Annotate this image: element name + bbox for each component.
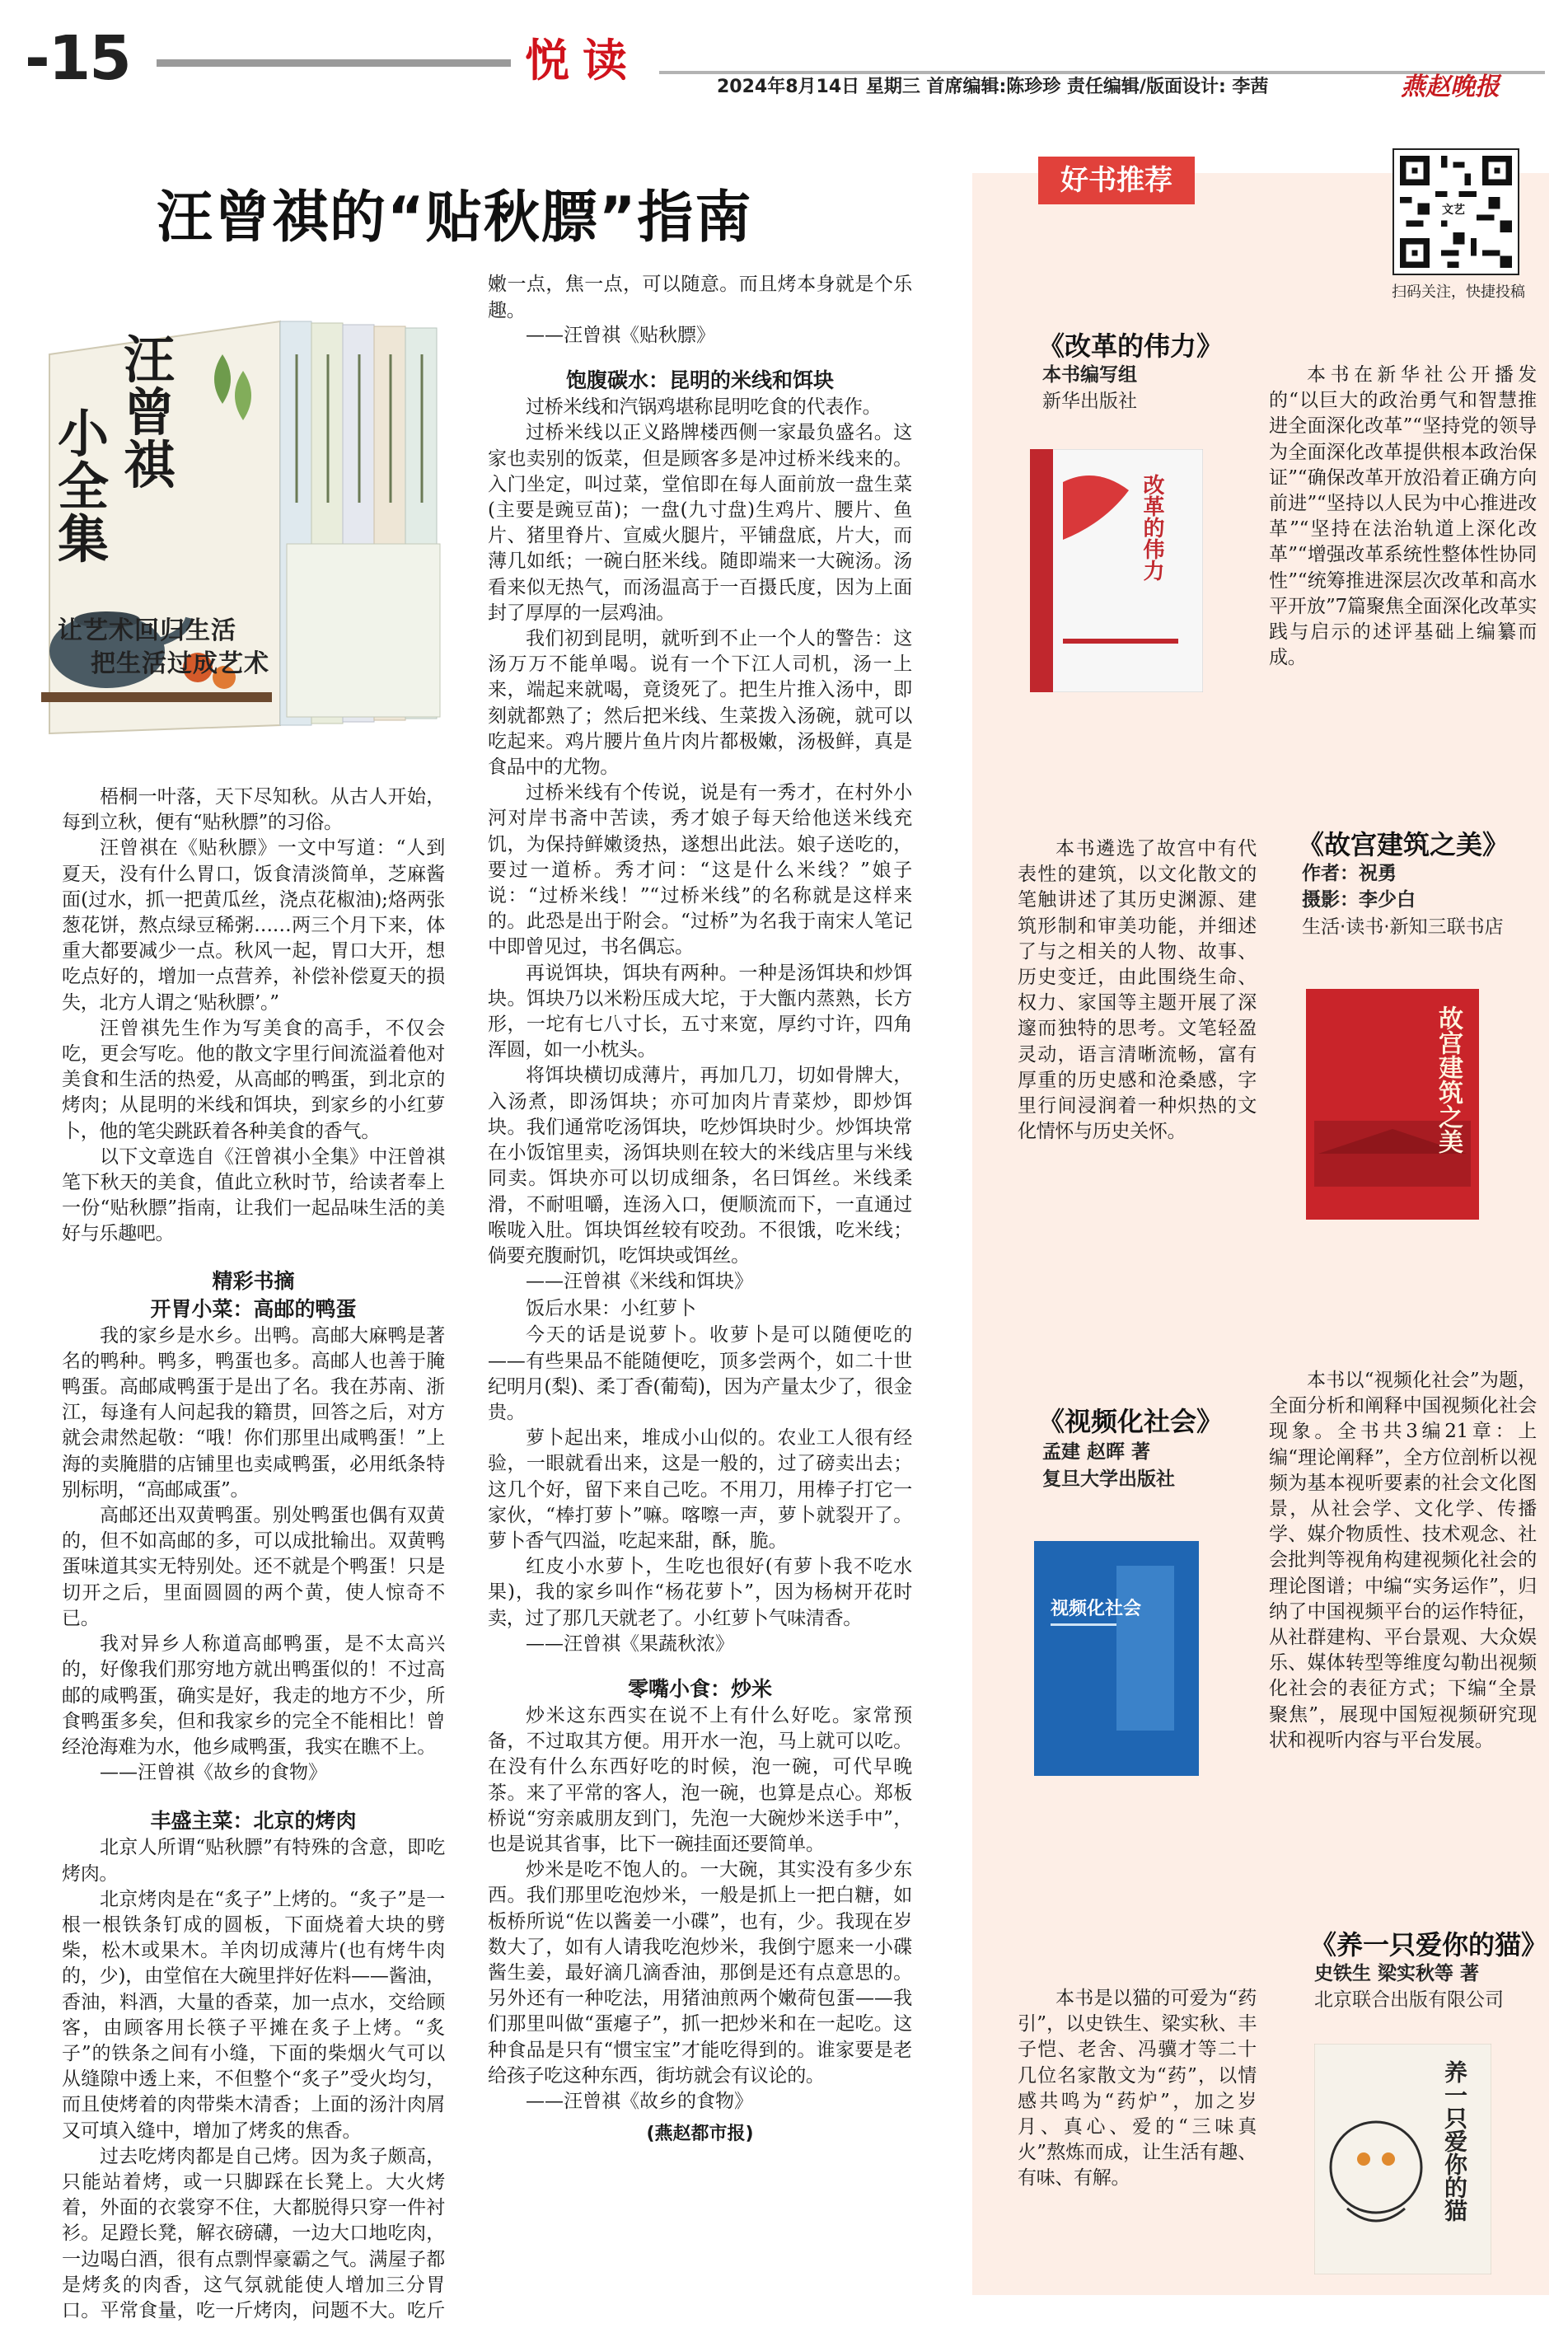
book-cover-title: 故宫建筑之美 xyxy=(1434,1005,1463,1154)
noodle-paragraph: 再说饵块，饵块有两种。一种是汤饵块和炒饵块。饵块乃以米粉压成大坨，于大甑内蒸熟，长方形，一坨有七八寸长，五寸来宽，厚约寸许，四角浑圆，如一小枕头。 xyxy=(488,962,912,1061)
duck-paragraph: 我的家乡是水乡。出鸭。高邮大麻鸭是著名的鸭种。鸭多，鸭蛋也多。高邮人也善于腌鸭蛋。高邮咸鸭蛋于是出了名。我在苏南、浙江，每逢有人问起我的籍贯，回答之后，对方就会肃然起敬：“哦！你们那里出咸鸭蛋！”上海的卖腌腊的店铺里也卖咸鸭蛋，必用纸条特别标明，“高邮咸蛋”。 xyxy=(62,1324,445,1501)
intro-paragraph: 汪曾祺在《贴秋膘》一文中写道：“人到夏天，没有什么胃口，饭食清淡简单，芝麻酱面(过水，抓一把黄瓜丝，浇点花椒油);烙两张葱花饼，熬点绿豆稀粥……两三个月下来，体重大都要减少一点。秋风一起，胃口大开，想吃点好的，增加一点营养，补偿补偿夏天的损失，北方人谓之‘贴秋膘’。” xyxy=(62,837,445,1014)
book-description: 本书遴选了故宫中有代表性的建筑，以文化散文的笔触讲述了其历史渊源、建筑形制和审美功能，并细述了与之相关的人物、故事、历史变迁，由此围绕生命、权力、家国等主题开展了深邃而独特的思考。文笔轻盈灵动，语言清晰流畅，富有厚重的历史感和沧桑感，字里行间浸润着一种炽热的文化情怀与历史关怀。 xyxy=(1018,838,1257,1143)
book-author: 祝勇 xyxy=(1359,863,1397,884)
book-photo-line xyxy=(1302,888,1416,913)
noodle-paragraph: 将饵块横切成薄片，再加几刀，切如骨牌大，入汤煮，即汤饵块；亦可加肉片青菜炒，即炒饵块。我们通常吃汤饵块，吃炒饵块时少。炒饵块常在小饭馆里卖，汤饵块则在较大的米线店里与米线同卖。饵块亦可以切成细条，名曰饵丝。米线柔滑，不耐咀嚼，连汤入口，便顺流而下，一直通过喉咙入肚。饵块饵丝较有咬劲。不很饿，吃米线；倘要充腹耐饥，吃饵块或饵丝。 xyxy=(488,1065,912,1267)
header-rule-left xyxy=(157,59,511,67)
noodle-citation: ——汪曾祺《米线和饵块》 xyxy=(526,1271,753,1293)
radish-paragraph: 今天的话是说萝卜。收萝卜是可以随便吃的——有些果品不能随便吃，顶多尝两个，如二十世纪明月(梨)、柔丁香(葡萄)，因为产量太少了，很金贵。 xyxy=(488,1324,912,1423)
excerpt-heading: 精彩书摘 xyxy=(212,1268,295,1293)
cover-slogan-2: 把生活过成艺术 xyxy=(91,649,269,678)
book-cover-title: 改革的伟力 xyxy=(1140,474,1164,581)
qr-caption: 扫码关注，快捷投稿 xyxy=(1392,283,1525,301)
book-publisher: 新华出版社 xyxy=(1042,391,1137,412)
book-cover-3 xyxy=(1034,1541,1199,1776)
rice-paragraph: 炒米是吃不饱人的。一大碗，其实没有多少东西。我们那里吃泡炒米，一般是抓上一把白糖，如板桥所说“佐以酱姜一小碟”，也有，少。我现在岁数大了，如有人请我吃泡炒米，我倒宁愿来一小碟酱生姜，最好滴几滴香油，那倒是还有点意思的。另外还有一种吃法，用猪油煎两个嫩荷包蛋——我们那里叫做“蛋瘪子”，抓一把炒米和在一起吃。这种食品是只有“惯宝宝”才能吃得到的。谁家要是老给孩子吃这种东西，街坊就会有议论的。 xyxy=(488,1859,912,2087)
qr-code-icon[interactable] xyxy=(1392,148,1519,275)
book-title: 《故宫建筑之美》 xyxy=(1298,829,1509,860)
rice-paragraph: 炒米这东西实在说不上有什么好吃。家常预备，不过取其方便。用开水一泡，马上就可以吃。在没有什么东西好吃的时候，泡一碗，可代早晚茶。来了平常的客人，泡一碗，也算是点心。郑板桥说“穷亲戚朋友到门，先泡一大碗炒米送手中”，也是说其省事，比下一碗挂面还要简单。 xyxy=(488,1704,912,1855)
book-title: 《改革的伟力》 xyxy=(1038,330,1224,362)
section-heading-rice: 零嘴小食：炒米 xyxy=(627,1676,772,1701)
cover-title-char: 全 xyxy=(58,457,110,517)
book-photographer: 李少白 xyxy=(1359,889,1416,911)
book-cover-image xyxy=(1314,2044,1491,2274)
bbq-continued-text: 嫩一点，焦一点，可以随意。而且烤本身就是个乐趣。 xyxy=(488,274,912,321)
duck-paragraph: 高邮还出双黄鸭蛋。别处鸭蛋也偶有双黄的，但不如高邮的多，可以成批输出。双黄鸭蛋味道其实无特别处。还不就是个鸭蛋！只是切开之后，里面圆圆的两个黄，使人惊奇不已。 xyxy=(62,1505,445,1629)
section-heading-bbq: 丰盛主菜：北京的烤肉 xyxy=(150,1809,357,1834)
book-author: 孟建 赵晖 著 xyxy=(1042,1441,1151,1463)
article-column-2 xyxy=(488,272,912,2145)
book-desc-block xyxy=(1269,363,1537,671)
bbq-citation: ——汪曾祺《贴秋膘》 xyxy=(526,325,715,346)
rice-citation: ——汪曾祺《故乡的食物》 xyxy=(526,2091,753,2112)
radish-paragraph: 萝卜起出来，堆成小山似的。农业工人很有经验，一眼就看出来，这是一般的，过了磅卖出去；这几个好，留下来自己吃。不用刀，用棒子打它一家伙，“棒打萝卜”嘛。喀嚓一声，萝卜就裂开了。萝卜香气四溢，吃起来甜，酥，脆。 xyxy=(488,1427,912,1552)
bbq-paragraph: 过去吃烤肉都是自己烤。因为炙子颇高，只能站着烤，或一只脚踩在长凳上。大火烤着，外面的衣裳穿不住，大都脱得只穿一件衬衫。足蹬长凳，解衣磅礴，一边大口地吃肉，一边喝白酒，很有点剽悍豪霸之气。满屋子都是烤炙的肉香，这气氛就能使人增加三分胃口。平常食量，吃一斤烤肉，问题不大。吃斤 xyxy=(62,2145,445,2321)
book-cover-image xyxy=(1306,989,1479,1220)
book-author: 本书编写组 xyxy=(1042,364,1137,386)
book-cover-image xyxy=(1034,1541,1199,1776)
book-publisher: 复旦大学出版社 xyxy=(1042,1468,1175,1490)
page-headline: 汪曾祺的“贴秋膘”指南 xyxy=(157,185,753,251)
cover-title-char: 小 xyxy=(58,404,110,464)
book-description: 本书在新华社公开播发的“以巨大的政治勇气和智慧推进全面深化改革”“坚持党的领导为全面深化改革提供根本政治保证”“确保改革开放沿着正确方向前进”“坚持以人民为中心推进改革”“坚持在法治轨道上深化改革”“增强改革系统性整体性协同性”“统筹推进深层次改革和高水平开放”7篇聚焦全面深化改革实践与启示的述评基础上编纂而成。 xyxy=(1269,364,1537,669)
book-desc-block xyxy=(1018,836,1257,1145)
book-cover-title: 视频化社会 xyxy=(1051,1599,1142,1619)
source-credit: (燕赵都市报) xyxy=(646,2124,754,2145)
noodle-paragraph: 过桥米线以正义路牌楼西侧一家最负盛名。这家也卖别的饭菜，但是顾客多是冲过桥米线来的。入门坐定，叫过菜，堂倌即在每人面前放一盘生菜(主要是豌豆苗)；一盘(九寸盘)生鸡片、腰片、鱼片、猪里脊片、宣威火腿片，平铺盘底，片大，而薄几如纸；一碗白胚米线。随即端来一大碗汤。汤看来似无热气，而汤温高于一百摄氏度，因为上面封了厚厚的一层鸡油。 xyxy=(488,422,912,624)
radish-paragraph: 红皮小水萝卜，生吃也很好(有萝卜我不吃水果)，我的家乡叫作“杨花萝卜”，因为杨树开花时卖，过了那几天就老了。小红萝卜气味清香。 xyxy=(488,1556,912,1629)
book-author: 史铁生 梁实秋等 著 xyxy=(1314,1963,1480,1984)
noodle-paragraph: 我们初到昆明，就听到不止一个人的警告：这汤万万不能单喝。说有一个下江人司机，汤一上来，端起来就喝，竟烫死了。把生片推入汤中，即刻就都熟了；然后把米线、生菜拨入汤碗，就可以吃起来。鸡片腰片鱼片肉片都极嫩，汤极鲜，真是食品中的尤物。 xyxy=(488,628,912,779)
bbq-paragraph: 北京烤肉是在“炙子”上烤的。“炙子”是一根一根铁条钉成的圆板，下面烧着大块的劈柴，松木或果木。羊肉切成薄片(也有烤牛肉的，少)，由堂倌在大碗里拌好佐料——酱油，香油，料酒，大量的香菜，加一点水，交给顾客，由顾客用长筷子平摊在炙子上烤。“炙子”的铁条之间有小缝，下面的柴烟火气可以从缝隙中透上来，不但整个“炙子”受火均匀，而且使烤着的肉带柴木清香；上面的汤汁肉屑又可填入缝中，增加了烤炙的焦香。 xyxy=(62,1888,445,2142)
book-cover-1 xyxy=(1030,449,1203,692)
section-char-1: 悦 xyxy=(525,35,569,87)
book-desc-block xyxy=(1018,1986,1257,2192)
section-char-2: 读 xyxy=(583,35,627,87)
book-publisher: 生活·读书·新知三联书店 xyxy=(1302,916,1504,938)
cover-title-char: 曾 xyxy=(124,382,176,443)
duck-paragraph: 我对异乡人称道高邮鸭蛋，是不太高兴的，好像我们那穷地方就出鸭蛋似的！不过高邮的咸鸭蛋，确实是好，我走的地方不少，所食鸭蛋多矣，但和我家乡的完全不能相比！曾经沧海难为水，他乡咸鸭蛋，我实在瞧不上。 xyxy=(62,1633,445,1758)
article-column-1 xyxy=(62,785,445,2324)
book-cover-title: 养一只爱你的猫 xyxy=(1441,2060,1468,2222)
author-label: 作者： xyxy=(1302,863,1359,884)
cover-slogan-1: 让艺术回归生活 xyxy=(58,616,236,645)
cover-title-char: 祺 xyxy=(124,435,176,495)
duck-citation: ——汪曾祺《故乡的食物》 xyxy=(100,1762,327,1784)
radish-citation: ——汪曾祺《果蔬秋浓》 xyxy=(526,1632,734,1655)
cover-title-col-1 xyxy=(124,330,176,495)
cover-title-char: 汪 xyxy=(124,330,176,390)
section-heading-noodle: 饱腹碳水：昆明的米线和饵块 xyxy=(565,368,834,393)
header-info: 2024年8月14日 星期三 首席编辑:陈珍珍 责任编辑/版面设计: 李茜 xyxy=(717,77,1269,97)
intro-paragraph: 梧桐一叶落，天下尽知秋。从古人开始，每到立秋，便有“贴秋膘”的习俗。 xyxy=(62,786,445,834)
section-heading-duck: 开胃小菜：高邮的鸭蛋 xyxy=(150,1296,357,1321)
intro-paragraph: 以下文章选自《汪曾祺小全集》中汪曾祺笔下秋天的美食，值此立秋时节，给读者奉上一份“贴秋膘”指南，让我们一起品味生活的美好与乐趣吧。 xyxy=(62,1145,445,1245)
book-title: 《养一只爱你的猫》 xyxy=(1310,1929,1548,1960)
book-author-line xyxy=(1302,861,1397,887)
recommend-tag: 好书推荐 xyxy=(1038,157,1195,204)
book-cover-image xyxy=(1030,449,1203,692)
section-heading-radish: 饭后水果：小红萝卜 xyxy=(526,1298,696,1320)
book-description: 本书以“视频化社会”为题，全面分析和阐释中国视频化社会现象。全书共3编21章：上编“理论阐释”，全方位剖析以视频为基本视听要素的社会文化图景，从社会学、文化学、传播学、媒介物质性、技术观念、社会批判等视角构建视频化社会的理论图谱；中编“实务运作”，归纳了中国视频平台的运作特征，从社群建构、平台景观、大众娱乐、媒体转型等维度勾勒出视频化社会的表征方式；下编“全景聚焦”，展现中国短视频研究现状和视听内容与平台发展。 xyxy=(1269,1370,1537,1751)
qr-center-label: 文艺 xyxy=(1442,204,1465,217)
photo-label: 摄影： xyxy=(1302,889,1359,911)
noodle-paragraph: 过桥米线有个传说，说是有一秀才，在村外小河对岸书斋中苦读，秀才娘子每天给他送米线充饥，为保持鲜嫩烫热，遂想出此法。娘子送吃的，要过一道桥。秀才问：“这是什么米线？”娘子说：“过桥米线！”“过桥米线”的名称就是这样来的。此恐是出于附会。“过桥”为名我于南宋人笔记中即曾见过，书名偶忘。 xyxy=(488,782,912,958)
cover-title-col-2 xyxy=(58,404,110,569)
bbq-continued xyxy=(488,272,912,323)
cover-title-char: 集 xyxy=(58,509,110,569)
book-desc-block xyxy=(1269,1368,1537,1754)
book-title: 《视频化社会》 xyxy=(1038,1406,1224,1437)
bbq-paragraph: 北京人所谓“贴秋膘”有特殊的含意，即吃烤肉。 xyxy=(62,1837,445,1885)
book-description: 本书是以猫的可爱为“药引”，以史铁生、梁实秋、丰子恺、老舍、冯骥才等二十几位名家散文为“药”，以情感共鸣为“药炉”，加之岁月、真心、爱的“三味真火”熬炼而成，让生活有趣、有味、有解。 xyxy=(1018,1988,1257,2190)
book-publisher: 北京联合出版有限公司 xyxy=(1314,1989,1504,2011)
page-number: -15 xyxy=(25,23,130,94)
newspaper-logo: 燕赵晚报 xyxy=(1401,73,1500,101)
noodle-paragraph: 过桥米线和汽锅鸡堪称昆明吃食的代表作。 xyxy=(526,396,882,419)
intro-paragraph: 汪曾祺先生作为写美食的高手，不仅会吃，更会写吃。他的散文字里行间流溢着他对美食和生活的热爱，从高邮的鸭蛋，到北京的烤肉；从昆明的米线和饵块，到家乡的小红萝卜，他的笔尖跳跃着各种美食的香气。 xyxy=(62,1017,445,1142)
book-set-cover-image xyxy=(33,305,461,750)
